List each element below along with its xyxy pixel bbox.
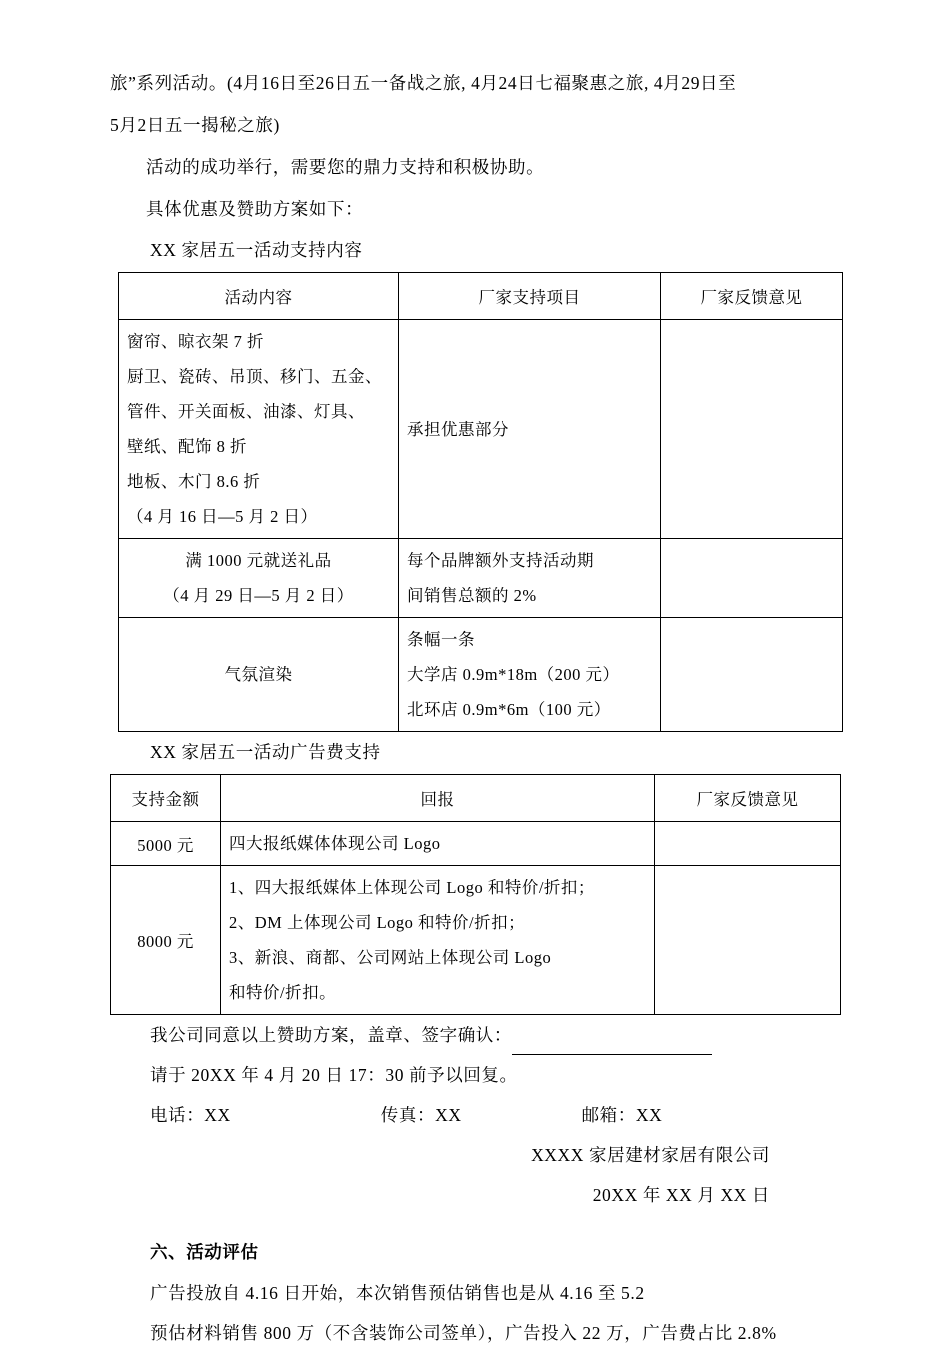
row1-content-line5: 地板、木门 8.6 折 [127,472,261,491]
row1-content-line3: 管件、开关面板、油漆、灯具、 [127,402,365,421]
row2-reward-line1: 1、四大报纸媒体上体现公司 Logo 和特价/折扣； [229,878,595,897]
table2-row1-amount: 5000 元 [111,822,221,866]
row2-support-line1: 每个品牌额外支持活动期 [407,551,594,570]
row3-support-line1: 条幅一条 [407,630,475,649]
row1-content-line2: 厨卫、瓷砖、吊顶、移门、五金、 [127,367,382,386]
table-row [119,618,843,732]
row2-content-line1: 满 1000 元就送礼品 [185,551,332,570]
document-date: 20XX 年 XX 月 XX 日 [592,1185,770,1205]
table2-row1-reward [221,822,655,866]
table1-row2-content [119,539,399,618]
row1-reward-line1: 四大报纸媒体体现公司 Logo [229,834,441,853]
table2-row2-amount: 8000 元 [111,866,221,1015]
intro-line-3: 活动的成功举行，需要您的鼎力支持和积极协助。 [146,157,545,177]
row3-content-line1: 气氛渲染 [224,665,293,684]
table1-title: XX 家居五一活动支持内容 [150,240,363,260]
table1-row3-support [399,618,661,732]
row3-support-line3: 北环店 0.9m*6m（100 元） [407,700,611,719]
section6-line-1: 广告投放自 4.16 日开始，本次销售预估销售也是从 4.16 至 5.2 [150,1283,645,1303]
table2-row2-feedback[interactable] [655,866,841,1015]
row2-reward-line3: 3、新浪、商都、公司网站上体现公司 Logo [229,948,552,967]
section-heading-6: 六、活动评估 [150,1242,259,1262]
table1-row2-feedback[interactable] [661,539,843,618]
agreement-text: 我公司同意以上赞助方案，盖章、签字确认： [150,1025,512,1045]
table1-header-content: 活动内容 [119,273,399,320]
table1-header-feedback: 厂家反馈意见 [661,273,843,320]
table-row [111,866,841,1015]
row2-reward-line4: 和特价/折扣。 [229,983,337,1002]
table-row [119,320,843,539]
table1-row1-feedback[interactable] [661,320,843,539]
row1-content-line1: 窗帘、晾衣架 7 折 [127,332,264,351]
table1-row1-content [119,320,399,539]
table-row [119,539,843,618]
table2-row2-reward [221,866,655,1015]
signature-line[interactable] [512,1037,712,1055]
agreement-line [110,1015,840,1055]
table-header-row [111,775,841,822]
table-header-row [119,273,843,320]
fax-label: 传真：XX [380,1105,462,1125]
support-content-table [118,272,843,732]
table2-row1-feedback[interactable] [655,822,841,866]
ad-fee-support-table [110,774,841,1015]
row2-reward-line2: 2、DM 上体现公司 Logo 和特价/折扣； [229,913,526,932]
table2-header-feedback: 厂家反馈意见 [655,775,841,822]
table1-header-support: 厂家支持项目 [399,273,661,320]
table1-row2-support [399,539,661,618]
row1-content-line4: 壁纸、配饰 8 折 [127,437,247,456]
company-name: XXXX 家居建材家居有限公司 [531,1145,770,1165]
table1-row1-support [399,320,661,539]
row1-support-line1: 承担优惠部分 [407,419,509,439]
table2-header-amount: 支持金额 [111,775,221,822]
section6-line-2: 预估材料销售 800 万（不含装饰公司签单），广告投入 22 万，广告费占比 2.8% [150,1323,777,1343]
table1-row3-feedback[interactable] [661,618,843,732]
intro-line-2: 5月2日五一揭秘之旅) [110,115,280,135]
intro-line-4: 具体优惠及赞助方案如下： [146,199,364,219]
email-label: 邮箱：XX [581,1105,663,1125]
row2-content-line2: （4 月 29 日—5 月 2 日） [163,586,354,605]
table1-row3-content [119,618,399,732]
row3-support-line2: 大学店 0.9m*18m（200 元） [407,665,620,684]
row1-content-line6: （4 月 16 日—5 月 2 日） [127,507,318,526]
reply-deadline-line: 请于 20XX 年 4 月 20 日 17：30 前予以回复。 [150,1065,518,1085]
row2-support-line2: 间销售总额的 2% [407,586,537,605]
table-row [111,822,841,866]
intro-line-1: 旅”系列活动。(4月16日至26日五一备战之旅, 4月24日七福聚惠之旅, 4月29日至 [110,73,737,93]
contact-row [110,1095,840,1135]
table2-header-reward: 回报 [221,775,655,822]
telephone-label: 电话：XX [150,1105,231,1125]
table2-title: XX 家居五一活动广告费支持 [150,742,381,762]
